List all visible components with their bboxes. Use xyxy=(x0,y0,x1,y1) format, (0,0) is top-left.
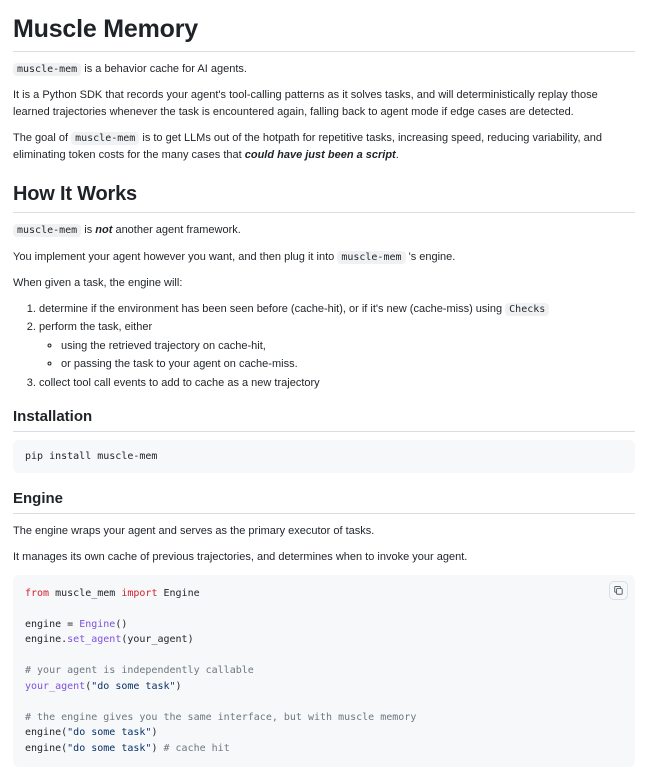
list-item: 3. collect tool call events to add to cache as a new trajectory xyxy=(39,375,635,392)
intro-paragraph-1-text: is a behavior cache for AI agents. xyxy=(81,63,247,76)
list-item: ◦ or passing the task to your agent on cache-miss. xyxy=(61,356,635,373)
code-token: # the engine gives you the same interface, but with muscle memory xyxy=(25,711,417,723)
intro-p3-emphasis: could have just been a script xyxy=(244,149,396,162)
intro-paragraph-2: It is a Python SDK that records your agent's tool-calling patterns as it solves tasks, and will deterministically replay those learned trajectories whenever the task is encountered again, falling back to agent mode if edge cases are detected. xyxy=(13,89,598,119)
install-command-block: pip install muscle-mem xyxy=(13,440,635,474)
how-it-works-paragraph-2 xyxy=(13,249,635,266)
code-token: muscle_mem xyxy=(55,587,122,599)
code-token: Engine xyxy=(163,587,200,599)
engine-code-content xyxy=(25,588,416,754)
code-token: # your agent is independently callable xyxy=(25,665,254,677)
section-heading-engine: Engine xyxy=(13,489,635,514)
list-item xyxy=(39,301,635,318)
section-heading-how-it-works: How It Works xyxy=(13,182,635,213)
inline-code-muscle-mem: muscle-mem xyxy=(337,251,405,264)
engine-paragraph-1: The engine wraps your agent and serves as the primary executor of tasks. xyxy=(13,524,375,537)
code-token: from xyxy=(25,587,56,599)
engine-code-block xyxy=(13,575,635,767)
intro-p3-part-a: The goal of xyxy=(13,132,72,145)
inline-code-muscle-mem: muscle-mem xyxy=(13,224,81,237)
code-token: your_agent xyxy=(25,680,86,692)
hiw-p1-part-a: is xyxy=(81,224,96,237)
code-token: engine xyxy=(25,618,68,630)
copy-code-button[interactable] xyxy=(609,581,628,600)
code-token: () xyxy=(115,618,128,630)
code-token: ) xyxy=(175,680,182,692)
code-token: = xyxy=(67,618,80,630)
code-token: import xyxy=(121,587,164,599)
hiw-p2-part-a: You implement your agent however you want, and then plug it into xyxy=(13,250,338,263)
code-token: "do some task" xyxy=(67,727,152,739)
list-item xyxy=(39,319,635,373)
code-token: ( xyxy=(85,680,92,692)
code-token: ) xyxy=(151,727,158,739)
code-token: Engine xyxy=(79,618,116,630)
engine-steps-list xyxy=(13,301,635,392)
intro-p3-part-c: . xyxy=(395,149,399,162)
intro-paragraph-1 xyxy=(13,61,635,78)
hiw-p2-part-b: 's engine. xyxy=(405,250,456,263)
how-it-works-paragraph-1 xyxy=(13,222,635,239)
list-item: ◦ using the retrieved trajectory on cache-hit, xyxy=(61,338,635,355)
code-token: ) xyxy=(151,742,164,754)
code-token: set_agent xyxy=(67,634,122,646)
inline-code-muscle-mem: muscle-mem xyxy=(71,132,139,145)
hiw-p1-emphasis: not xyxy=(95,224,113,237)
code-token: (your_agent) xyxy=(121,634,194,646)
code-token: engine. xyxy=(25,634,68,646)
how-it-works-paragraph-3: When given a task, the engine will: xyxy=(13,276,183,289)
step-2-text-a: perform the task, either xyxy=(39,321,153,334)
code-token: "do some task" xyxy=(67,742,152,754)
code-token: ( xyxy=(61,742,68,754)
step-1-text-a: determine if the environment has been seen before (cache-hit), or if it's new (cache-miss) using xyxy=(39,302,506,315)
code-token: "do some task" xyxy=(91,680,176,692)
inline-code-muscle-mem: muscle-mem xyxy=(13,63,81,76)
page-title: Muscle Memory xyxy=(13,14,635,52)
code-token: # cache hit xyxy=(163,742,230,754)
code-token: engine xyxy=(25,727,62,739)
hiw-p1-part-b: another agent framework. xyxy=(112,224,241,237)
step-2-sublist xyxy=(39,338,635,373)
intro-paragraph-3 xyxy=(13,130,635,164)
intro-p3-part-b: is to get LLMs out of the hotpath for repetitive tasks, increasing speed, reducing variability, and eliminating token costs for the many cases that xyxy=(13,132,602,162)
engine-paragraph-2: It manages its own cache of previous trajectories, and determines when to invoke your agent. xyxy=(13,550,468,563)
inline-code-checks: Checks xyxy=(505,303,549,316)
code-token: engine xyxy=(25,742,62,754)
code-token: ( xyxy=(61,727,68,739)
section-heading-installation: Installation xyxy=(13,407,635,432)
